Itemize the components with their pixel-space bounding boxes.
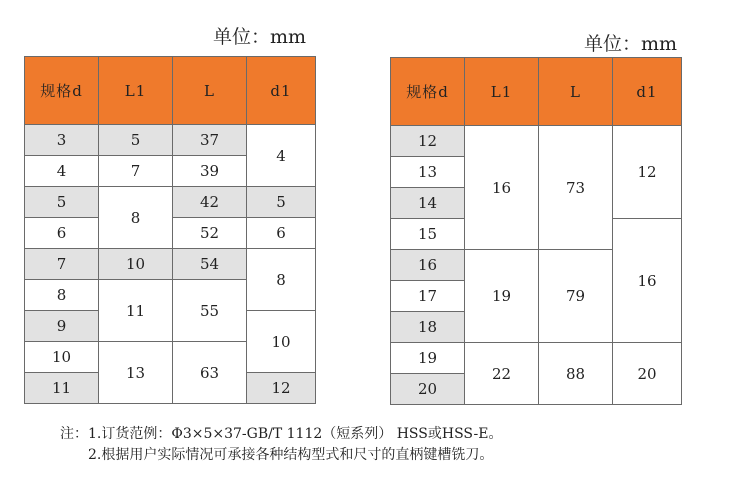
cell-d1: 16 [613, 219, 682, 343]
cell-d: 20 [391, 374, 465, 405]
cell-l: 52 [173, 218, 247, 249]
cell-d: 16 [391, 250, 465, 281]
spec-table-left [24, 56, 316, 404]
header-d1: d1 [613, 58, 682, 126]
header-l1: L1 [465, 58, 539, 126]
cell-l: 79 [539, 250, 613, 343]
cell-l1: 10 [99, 249, 173, 280]
cell-d: 15 [391, 219, 465, 250]
header-d1: d1 [247, 57, 316, 125]
cell-d: 8 [25, 280, 99, 311]
cell-l1: 8 [99, 187, 173, 249]
cell-l1: 7 [99, 156, 173, 187]
cell-l: 39 [173, 156, 247, 187]
table-row [391, 343, 682, 374]
table-row [25, 187, 316, 218]
cell-d1: 5 [247, 187, 316, 218]
header-l: L [173, 57, 247, 125]
cell-l1: 16 [465, 126, 539, 250]
note-line-2: 2.根据用户实际情况可承接各种结构型式和尺寸的直柄键槽铣刀。 [88, 447, 494, 463]
header-spec-d: 规格d [391, 58, 465, 126]
cell-d1: 10 [247, 311, 316, 373]
cell-d1: 8 [247, 249, 316, 311]
cell-d: 3 [25, 125, 99, 156]
cell-l: 42 [173, 187, 247, 218]
unit-label-right: 单位：mm [584, 33, 678, 55]
cell-d: 9 [25, 311, 99, 342]
cell-d: 11 [25, 373, 99, 404]
cell-d: 12 [391, 126, 465, 157]
cell-d: 19 [391, 343, 465, 374]
cell-d1: 12 [613, 126, 682, 219]
cell-l1: 19 [465, 250, 539, 343]
header-row [391, 58, 682, 126]
cell-d: 7 [25, 249, 99, 280]
cell-l1: 13 [99, 342, 173, 404]
cell-d: 14 [391, 188, 465, 219]
header-l1: L1 [99, 57, 173, 125]
cell-d1: 20 [613, 343, 682, 405]
cell-l1: 11 [99, 280, 173, 342]
cell-l: 63 [173, 342, 247, 404]
note-line-1: 注：1.订货范例：Φ3×5×37-GB/T 1112（短系列） HSS或HSS-E。 [60, 426, 503, 442]
cell-l: 55 [173, 280, 247, 342]
cell-d1: 12 [247, 373, 316, 404]
cell-d: 18 [391, 312, 465, 343]
spec-table-right [390, 57, 682, 405]
cell-d: 4 [25, 156, 99, 187]
table-row [25, 249, 316, 280]
unit-label-left: 单位：mm [213, 26, 307, 48]
cell-l: 54 [173, 249, 247, 280]
cell-l1: 5 [99, 125, 173, 156]
cell-l: 37 [173, 125, 247, 156]
cell-d: 17 [391, 281, 465, 312]
header-l: L [539, 58, 613, 126]
cell-d: 5 [25, 187, 99, 218]
cell-l: 73 [539, 126, 613, 250]
header-row [25, 57, 316, 125]
cell-d1: 6 [247, 218, 316, 249]
table-row [391, 126, 682, 157]
cell-l1: 22 [465, 343, 539, 405]
cell-d: 6 [25, 218, 99, 249]
notes [60, 424, 502, 466]
cell-d: 13 [391, 157, 465, 188]
cell-l: 88 [539, 343, 613, 405]
table-row [25, 125, 316, 156]
cell-d1: 4 [247, 125, 316, 187]
cell-d: 10 [25, 342, 99, 373]
header-spec-d: 规格d [25, 57, 99, 125]
